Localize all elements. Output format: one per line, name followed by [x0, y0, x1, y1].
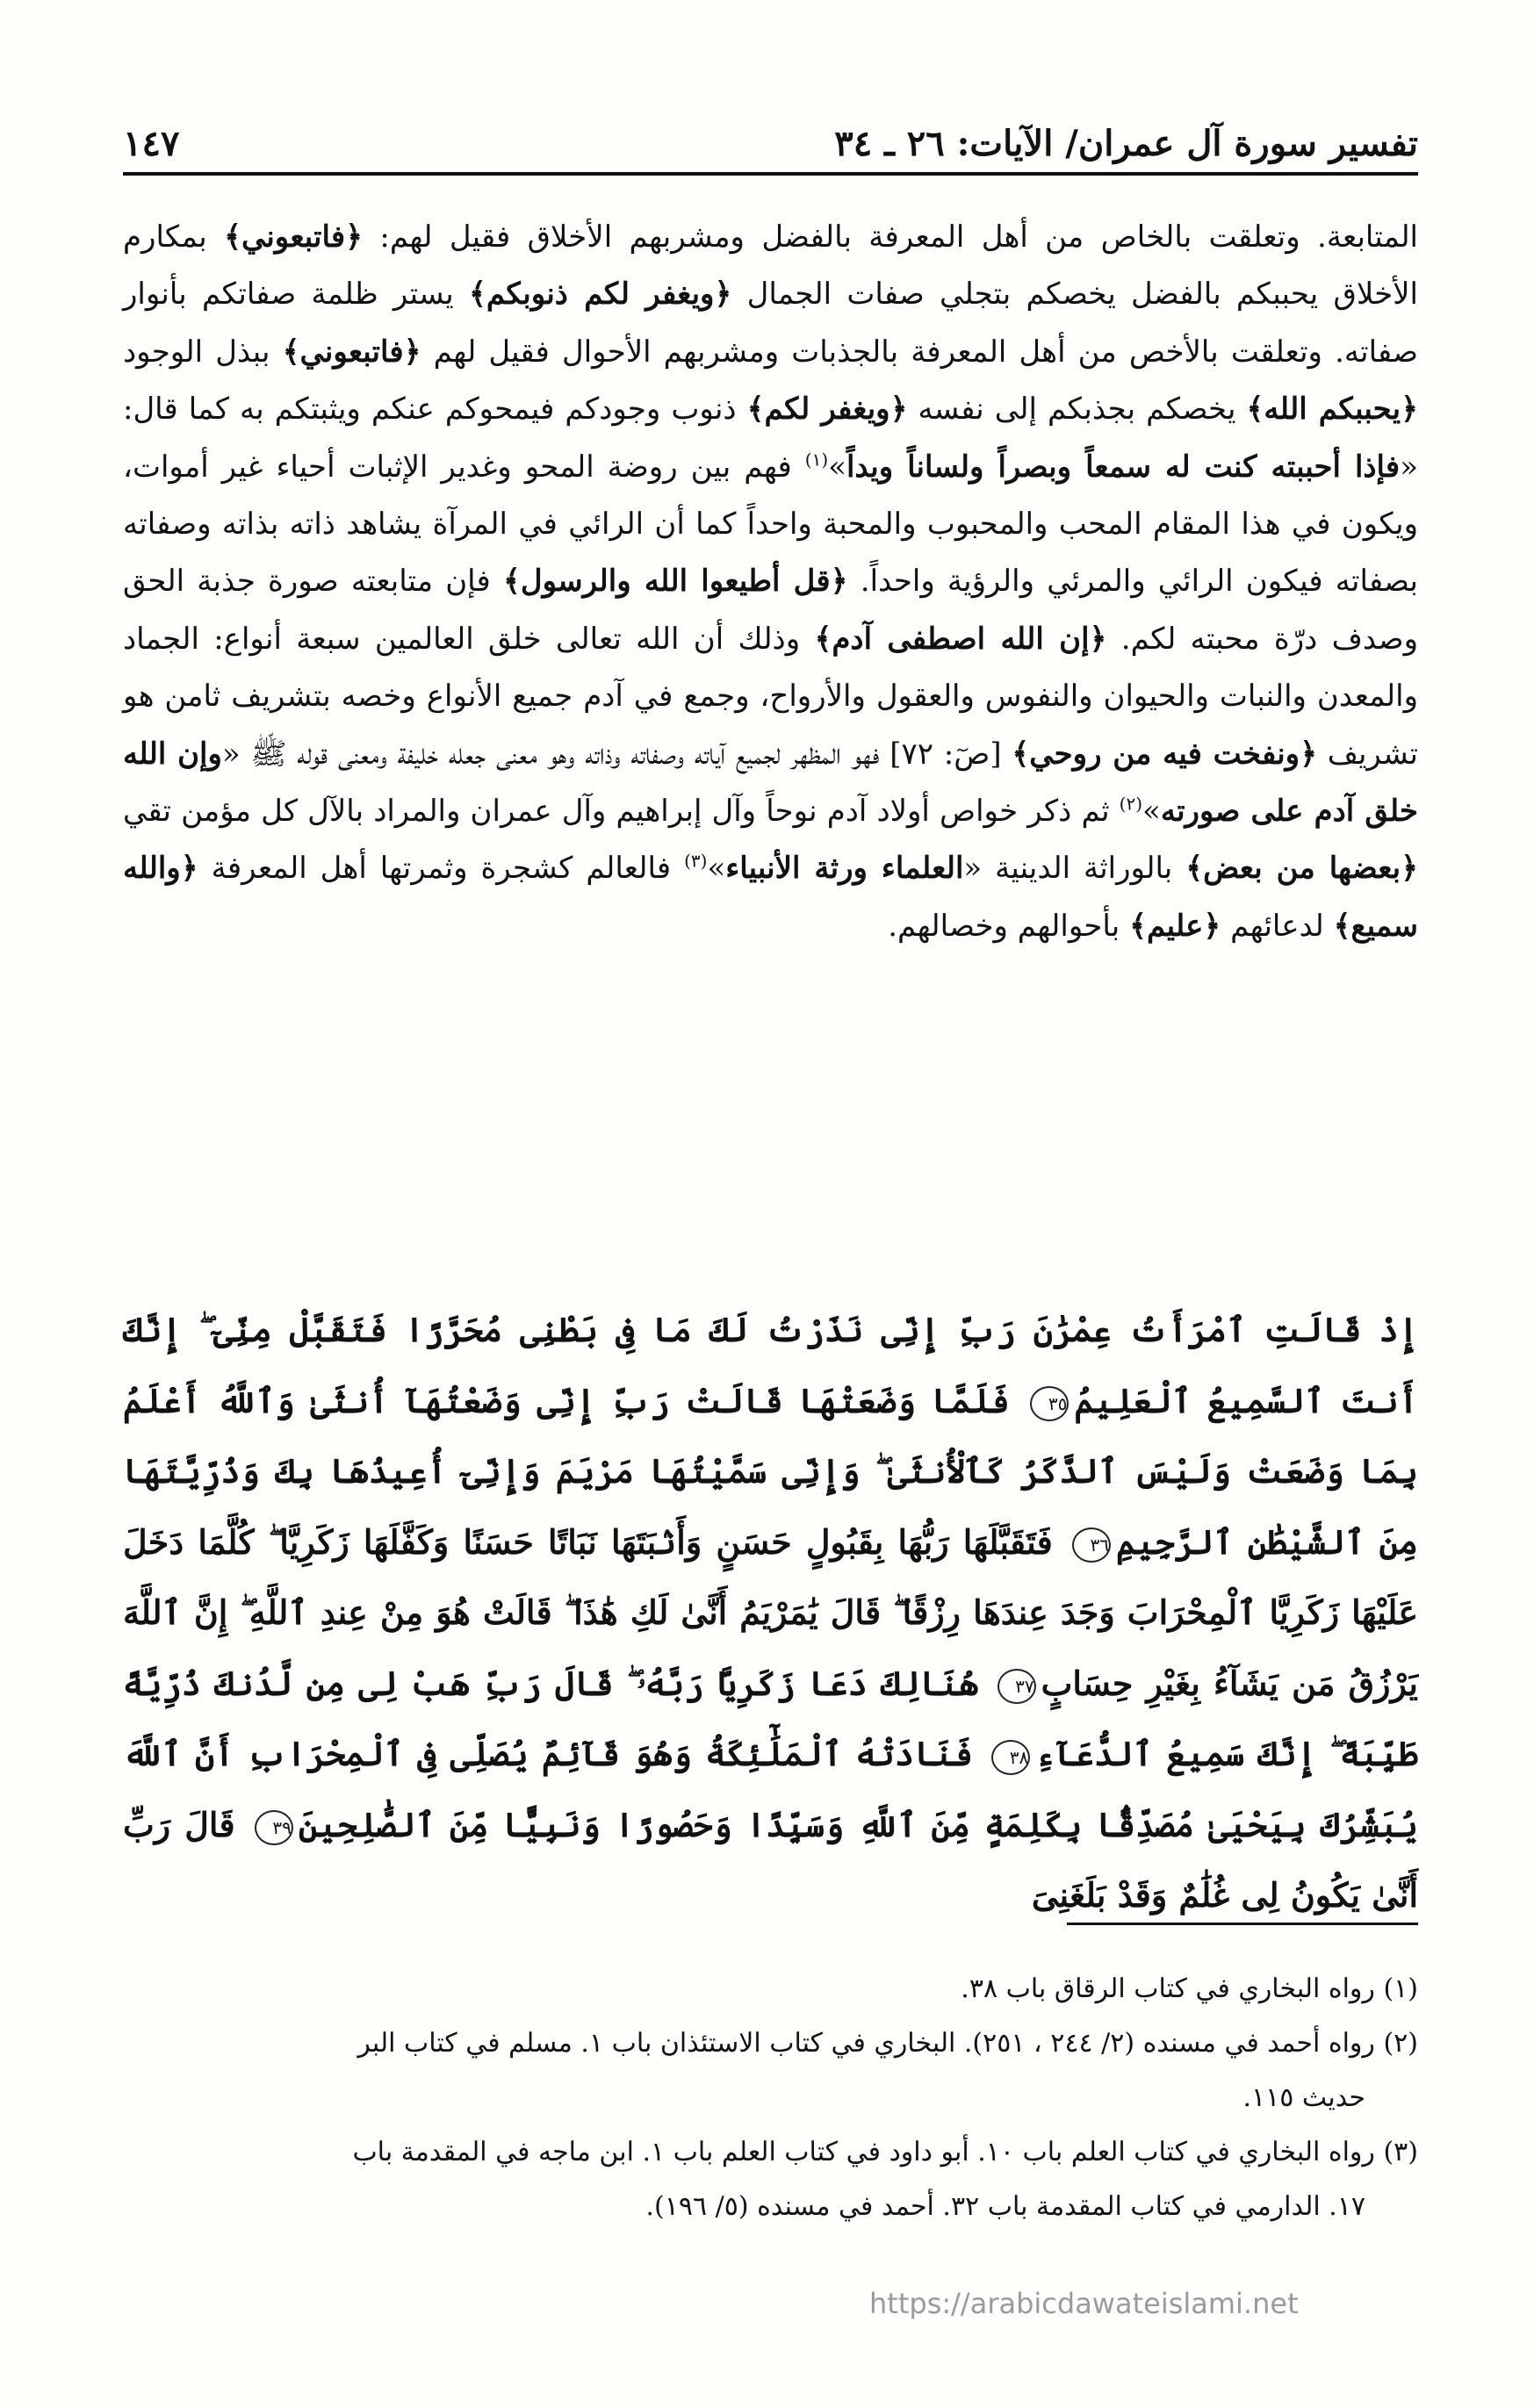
footnote-separator — [1067, 1923, 1418, 1925]
footnote-3-continued: ١٧. الدارمي في كتاب المقدمة باب ٣٢. أحمد في مسنده (٥/ ١٩٦). — [645, 2191, 1365, 2222]
verse-number-marker: ٣٩ — [255, 1810, 293, 1845]
quran-quote: ﴿فاتبعوني﴾ — [282, 334, 421, 370]
text-run: » — [707, 851, 726, 887]
verse-number-marker: ٣٦ — [1072, 1527, 1111, 1563]
text-run: فهم بين روضة المحو وغدير الإثبات أحياء غير أموات، ويكون في هذا المقام المحب والمحبوب والمحبة واحداً كما أن الرائي في المرآة يشاهد ذاته بذاته وصفاته بصفاته فيكون الرائي والمرئي والرؤية واحداً. — [123, 449, 1418, 600]
footnote-2-continued: حديث ١١٥. — [1242, 2082, 1365, 2113]
footnotes — [123, 1965, 1418, 2237]
quran-quote: ﴿بعضها من بعض﴾ — [1185, 851, 1419, 887]
text-run: ثم ذكر خواص أولاد آدم نوحاً وآل إبراهيم وآل عمران والمراد بالآل كل مؤمن تقي — [123, 794, 1120, 830]
text-run: بالوراثة الدينية « — [963, 851, 1186, 887]
quran-quote: ﴿ويغفر لكم﴾ — [746, 392, 908, 428]
footnote-1: (١) رواه البخاري في كتاب الرقاق باب ٣٨. — [961, 1973, 1418, 2004]
text-run: بأحوالهم وخصالهم. — [888, 908, 1130, 944]
text-run: يخصكم بجذبكم إلى نفسه — [907, 392, 1247, 428]
text-run: بمكارم الأخلاق يحببكم بالفضل يخصكم بتجلي صفات الجمال — [123, 219, 1418, 313]
commentary-text — [123, 209, 1418, 955]
quran-quote: ﴿ونفخت فيه من روحي﴾ — [1012, 736, 1317, 772]
running-title: تفسير سورة آل عمران/ الآيات: ٢٦ ـ ٣٤ — [834, 123, 1418, 164]
quran-quote: ﴿يحببكم الله﴾ — [1246, 392, 1418, 428]
text-run: » — [1142, 794, 1161, 830]
verse-38: هُنَالِكَ دَعَا زَكَرِيَّا رَبَّهُۥ ۖ قَالَ رَبِّ هَبْ لِى مِن لَّدُنكَ ذُرِّيَّةً طَيِّبَةً ۖ إِنَّكَ سَمِيعُ ٱلدُّعَآءِ — [123, 1663, 1418, 1773]
verse-35: إِذْ قَالَتِ ٱمْرَأَتُ عِمْرَٰنَ رَبِّ إِنِّى نَذَرْتُ لَكَ مَا فِى بَطْنِى مُحَرَّرًا فَتَقَبَّلْ مِنِّىٓ ۖ إِنَّكَ أَنتَ ٱلسَّمِيعُ ٱلْعَلِيمُ — [123, 1310, 1418, 1420]
text-run: فالعالم كشجرة وثمرتها أهل المعرفة — [198, 851, 685, 887]
verse-number-marker: ٣٥ — [1030, 1386, 1069, 1421]
quran-quote: ﴿عليم﴾ — [1129, 908, 1221, 944]
quran-verses — [123, 1295, 1418, 1931]
text-run: يستر ظلمة صفاتكم بأنوار صفاته. وتعلقت بالأخص من أهل المعرفة بالجذبات ومشربهم الأحوال فقيل لهم — [123, 277, 1419, 370]
footnote-ref: (٣) — [684, 851, 708, 873]
watermark-url: https://arabicdawateislami.net — [869, 2287, 1299, 2320]
hadith-quote: العلماء ورثة الأنبياء — [725, 851, 964, 887]
text-run: فإن متابعته صورة جذبة الحق وصدف درّة محبته لكم. — [123, 564, 1418, 657]
verse-number-marker: ٣٧ — [997, 1669, 1036, 1704]
quran-quote: ﴿ويغفر لكم ذنوبكم﴾ — [468, 277, 732, 313]
quran-quote: ﴿فاتبعوني﴾ — [224, 219, 364, 255]
quran-quote: ﴿والله سميع﴾ — [123, 851, 1418, 944]
text-run: ببذل الوجود — [123, 334, 283, 370]
quran-quote: ﴿قل أطيعوا الله والرسول﴾ — [502, 564, 848, 600]
text-run: ذنوب وجودكم فيمحوكم عنكم ويثبتكم به كما قال: « — [123, 392, 1418, 485]
verse-number-marker: ٣٨ — [991, 1740, 1030, 1775]
page-number: ١٤٧ — [123, 123, 180, 164]
verse-40: قَالَ رَبِّ أَنَّىٰ يَكُونُ لِى غُلَٰمٌ وَقَدْ بَلَغَنِىَ — [123, 1804, 1418, 1915]
verse-36: فَلَمَّا وَضَعَتْهَا قَالَتْ رَبِّ إِنِّى وَضَعْتُهَآ أُنثَىٰ وَٱللَّهُ أَعْلَمُ بِمَا وَضَعَتْ وَلَيْسَ ٱلذَّكَرُ كَٱلْأُنثَىٰ ۖ وَإِنِّى سَمَّيْتُهَا مَرْيَمَ وَإِنِّىٓ أُعِيذُهَا بِكَ وَذُرِّيَّتَهَا مِنَ ٱلشَّيْطَٰنِ ٱلرَّجِيمِ — [123, 1380, 1419, 1562]
text-run: لدعائهم — [1221, 908, 1334, 944]
quran-quote: ﴿إن الله اصطفى آدم﴾ — [814, 621, 1107, 657]
text-run: » — [828, 449, 846, 485]
text-run: [صٓ: ٧٢] فهو المظهر لجميع آياته وصفاته وذاته وهو معنى جعله خليفة ومعنى قوله ﷺ « — [221, 736, 1012, 772]
footnote-ref: (٢) — [1119, 793, 1143, 815]
footnote-2: (٢) رواه أحمد في مسنده (٢/ ٢٤٤ ، ٢٥١). البخاري في كتاب الاستئذان باب ١. مسلم في كتاب البر — [357, 2028, 1418, 2059]
commentary-paragraph — [123, 209, 1418, 955]
footnote-ref: (١) — [804, 449, 829, 471]
verse-37: فَتَقَبَّلَهَا رَبُّهَا بِقَبُولٍ حَسَنٍ وَأَنۢبَتَهَا نَبَاتًا حَسَنًا وَكَفَّلَهَا زَكَرِيَّا ۖ كُلَّمَا دَخَلَ عَلَيْهَا زَكَرِيَّا ٱلْمِحْرَابَ وَجَدَ عِندَهَا رِزْقًا ۖ قَالَ يَٰمَرْيَمُ أَنَّىٰ لَكِ هَٰذَا ۖ قَالَتْ هُوَ مِنْ عِندِ ٱللَّهِ ۖ إِنَّ ٱللَّهَ يَرْزُقُ مَن يَشَآءُ بِغَيْرِ حِسَابٍ — [123, 1521, 1418, 1703]
text-run: المتابعة. وتعلقت بالخاص من أهل المعرفة بالفضل ومشربهم الأخلاق فقيل لهم: — [363, 219, 1418, 255]
footnote-3: (٣) رواه البخاري في كتاب العلم باب ١٠. أبو داود في كتاب العلم باب ١. ابن ماجه في المقدمة باب — [352, 2137, 1418, 2167]
hadith-quote: فإذا أحببته كنت له سمعاً وبصراً ولساناً ويداً — [846, 449, 1401, 485]
header-rule — [123, 172, 1418, 176]
verse-39: فَنَادَتْهُ ٱلْمَلَٰٓئِكَةُ وَهُوَ قَآئِمٌ يُصَلِّى فِى ٱلْمِحْرَابِ أَنَّ ٱللَّهَ يُبَشِّرُكَ بِيَحْيَىٰ مُصَدِّقًۢا بِكَلِمَةٍ مِّنَ ٱللَّهِ وَسَيِّدًا وَحَصُورًا وَنَبِيًّا مِّنَ ٱلصَّٰلِحِينَ — [123, 1734, 1418, 1844]
hadith-quote: وإن الله خلق آدم على صورته — [123, 736, 1418, 830]
text-run: وذلك أن الله تعالى خلق العالمين سبعة أنواع: الجماد والمعدن والنبات والحيوان والنفوس والعقول والأرواح، وجمع في آدم جميع الأنواع وخصه بتشريف ثامن هو تشريف — [123, 621, 1418, 772]
